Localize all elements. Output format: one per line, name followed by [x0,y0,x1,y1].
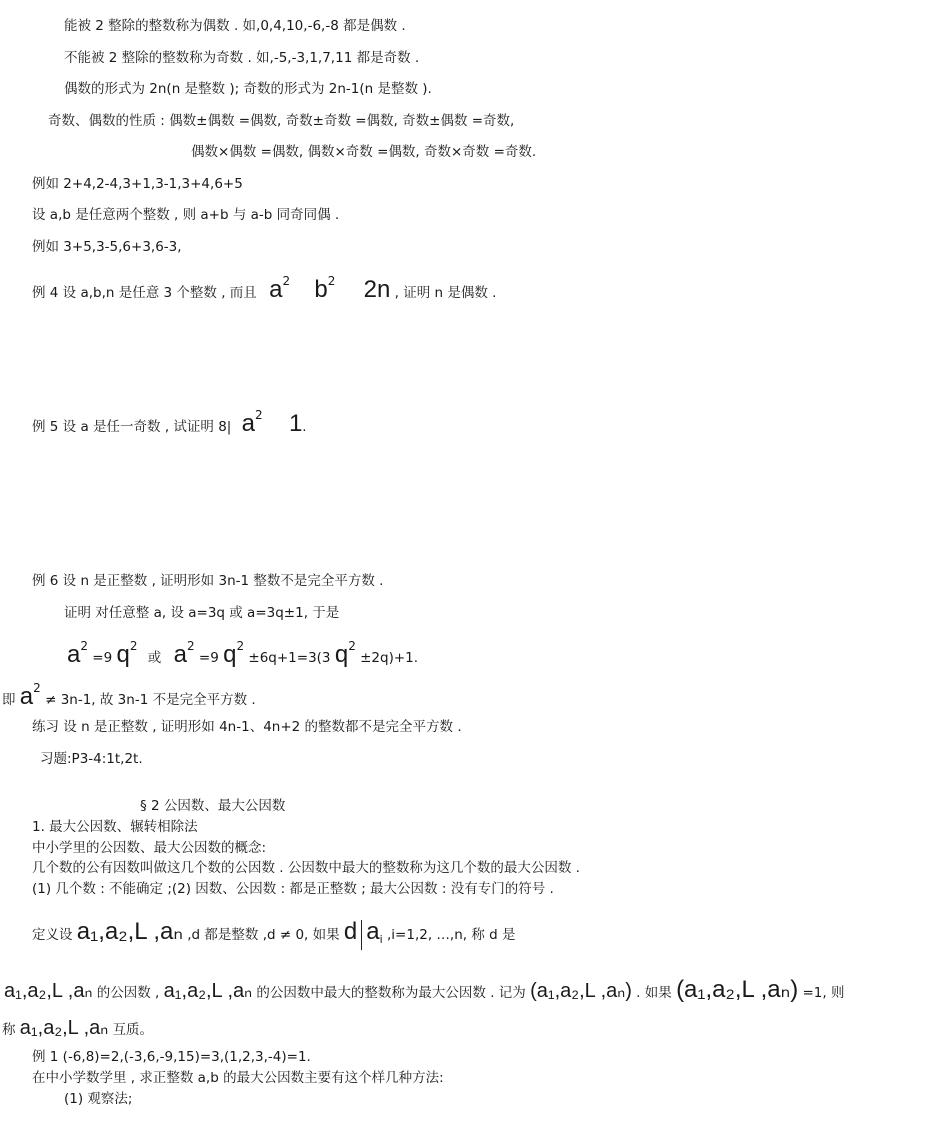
line-definition [32,920,516,950]
math-a: a [19,683,34,710]
line-example-4 [32,274,497,303]
text: =1, 则 [802,985,845,1001]
line-remarks: (1) 几个数 : 不能确定 ;(2) 因数、公因数 : 都是正整数 ; 最大公因数 : 没有专门的符号 . [32,881,554,897]
math-d: d [343,918,358,945]
line-conclusion [2,681,256,710]
divides-bar [361,920,362,950]
text: ,i=1,2, …,n, 称 d 是 [387,927,516,943]
line-odd-definition: 不能被 2 整除的整数称为奇数 . 如,-5,-3,1,7,11 都是奇数 . [64,50,420,66]
text: 例 4 设 a,b,n 是任意 3 个整数 , 而且 [32,285,257,301]
math-a: a [173,641,187,668]
math-sup: 2 [33,681,41,695]
text: 的公因数中最大的整数称为最大公因数 . 记为 [256,985,526,1001]
text: =9 [198,650,219,666]
line-methods-intro: 在中小学数学里 , 求正整数 a,b 的最大公因数主要有这个样几种方法: [32,1070,444,1086]
math-paren-seq: (a₁,a₂,L ,aₙ) [676,976,799,1003]
line-homework: 习题:P3-4:1t,2t. [40,751,143,767]
line-example-2: 例如 3+5,3-5,6+3,6-3, [32,239,182,255]
math-sup: 2 [255,408,263,422]
text: 定义设 [32,927,73,943]
math-a: a [269,276,283,303]
text: ±6q+1=3(3 [248,650,331,666]
line-parity-claim: 设 a,b 是任意两个整数 , 则 a+b 与 a-b 同奇同偶 . [32,207,340,223]
math-sup: 2 [327,274,336,288]
math-sup: 2 [236,639,245,653]
math-q: q [116,641,130,668]
line-example-6: 例 6 设 n 是正整数 , 证明形如 3n-1 整数不是完全平方数 . [32,573,384,589]
math-q: q [334,641,349,668]
line-properties-1: 奇数、偶数的性质 : 偶数±偶数 =偶数, 奇数±奇数 =偶数, 奇数±偶数 =奇数, [48,113,515,129]
line-method-1: (1) 观察法; [64,1091,133,1107]
text: . [302,419,307,435]
text: , 证明 n 是偶数 . [394,285,497,301]
math-a: a [241,410,255,437]
math-paren-seq: (a₁,a₂,L ,aₙ) [530,980,632,1002]
line-example-5 [32,408,307,437]
math-seq: a₁,a₂,L ,aₙ [163,980,253,1002]
math-a: a [366,918,380,945]
math-sup: 2 [348,639,356,653]
line-exercise: 练习 设 n 是正整数 , 证明形如 4n-1、4n+2 的整数都不是完全平方数 . [32,719,462,735]
text: 互质。 [112,1022,154,1038]
math-2n: 2n [363,276,391,303]
text: ±2q)+1. [360,650,419,666]
line-even-definition: 能被 2 整除的整数称为偶数 . 如,0,4,10,-6,-8 都是偶数 . [64,18,406,34]
line-concept-intro: 中小学里的公因数、最大公因数的概念: [32,840,267,856]
math-seq: a₁,a₂,L ,aₙ [19,1017,109,1039]
math-q: q [223,641,237,668]
math-1: 1 [288,410,303,437]
math-b: b [314,276,328,303]
text: 的公因数 , [96,985,160,1001]
section-heading: § 2 公因数、最大公因数 [140,798,286,814]
text: . 如果 [636,985,672,1001]
line-forms: 偶数的形式为 2n(n 是整数 ); 奇数的形式为 2n-1(n 是整数 ). [64,81,432,97]
line-gcd-definition [4,978,844,1002]
math-seq: a₁,a₂,L ,aₙ [76,918,183,945]
line-proof-intro: 证明 对任意整 a, 设 a=3q 或 a=3q±1, 于是 [64,605,340,621]
line-coprime [2,1018,153,1038]
text: ≠ 3n-1, 故 3n-1 不是完全平方数 . [45,692,256,708]
text: ,d 都是整数 ,d ≠ 0, 如果 [187,927,340,943]
math-sup: 2 [282,274,291,288]
text: =9 [92,650,113,666]
math-sup: 2 [80,639,88,653]
math-seq: a₁,a₂,L ,aₙ [4,980,93,1002]
text: 即 [2,692,16,708]
text: 例 5 设 a 是任一奇数 , 试证明 8| [32,419,232,435]
math-sup: 2 [129,639,138,653]
line-properties-2: 偶数×偶数 =偶数, 偶数×奇数 =偶数, 奇数×奇数 =奇数. [191,144,537,160]
line-example-gcd: 例 1 (-6,8)=2,(-3,6,-9,15)=3,(1,2,3,-4)=1. [32,1049,311,1065]
math-sup: 2 [186,639,195,653]
line-gcd-school-definition: 几个数的公有因数叫做这几个数的公因数 . 公因数中最大的整数称为这几个数的最大公因数 . [32,860,580,876]
line-example-sums: 例如 2+4,2-4,3+1,3-1,3+4,6+5 [32,176,243,192]
math-a: a [67,641,81,668]
math-sub: i [379,933,383,946]
line-proof-equation [67,639,419,668]
subsection-heading: 1. 最大公因数、辗转相除法 [32,819,198,835]
text: 称 [2,1022,16,1038]
text: 或 [147,650,162,666]
